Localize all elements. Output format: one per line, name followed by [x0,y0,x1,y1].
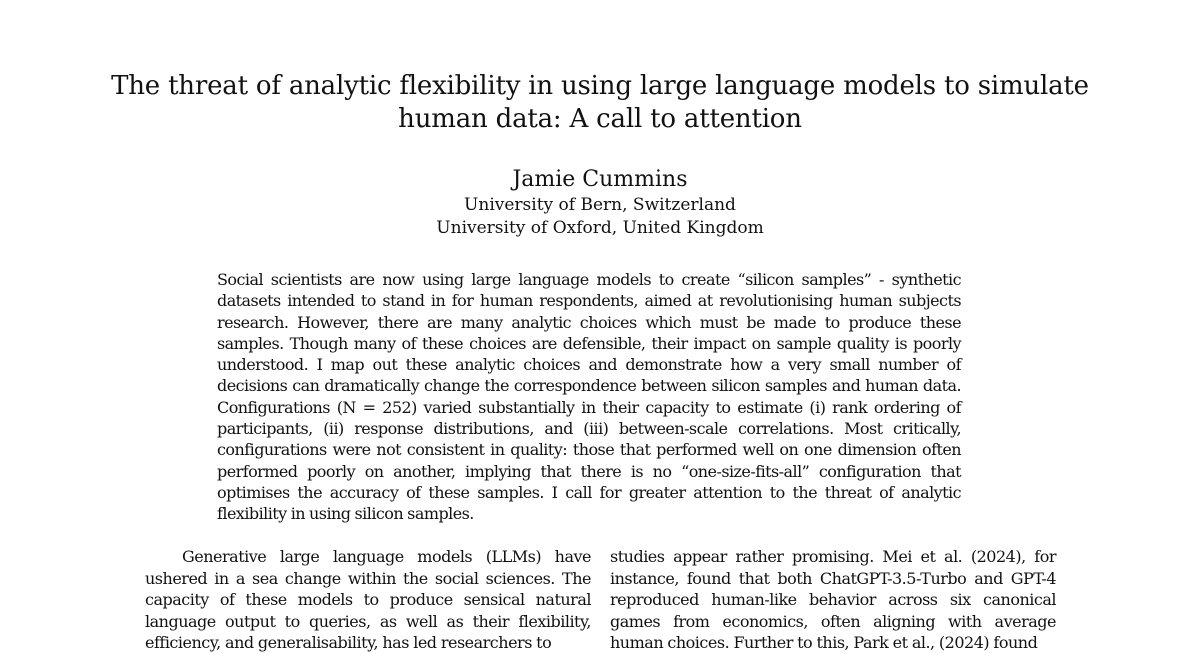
author-name: Jamie Cummins [512,167,688,192]
affiliation-1: University of Bern, Switzerland [464,195,736,215]
paper-title: The threat of analytic flexibility in using large language models to simulate human data: A call to attention [111,71,1089,134]
affiliation-2: University of Oxford, United Kingdom [436,218,764,238]
abstract: Social scientists are now using large language models to create “silicon samples” - synthetic datasets intended to stand in for human respondents, aimed at revolutionising human subjects research. However, there are many analytic choices which must be made to produce these samples. Though many of these choices are defensible, their impact on sample quality is poorly understood. I map out these analytic choices and demonstrate how a very small number of decisions can dramatically change the correspondence between silicon samples and human data. Configurations (N = 252) varied substantially in their capacity to estimate (i) rank ordering of participants, (ii) response distributions, and (iii) between-scale correlations. Most critically, configurations were not consistent in quality: those that performed well on one dimension often performed poorly on another, implying that there is no “one-size-fits-all” configuration that optimises the accuracy of these samples. I call for greater attention to the threat of analytic flexibility in using silicon samples. [217,270,961,524]
body-column-right: studies appear rather promising. Mei et al. (2024), for instance, found that both ChatGPT-3.5-Turbo and GPT-4 reproduced human-like behavior across six canonical games from economics, often aligning with average human choices. Further to this, Park et al., (2024) found [610,547,1056,652]
body-column-left: Generative large language models (LLMs) have ushered in a sea change within the social sciences. The capacity of these models to produce sensical natural language output to queries, as well as their flexibility, efficiency, and generalisability, has led researchers to [145,547,591,652]
author-block [300,166,900,240]
